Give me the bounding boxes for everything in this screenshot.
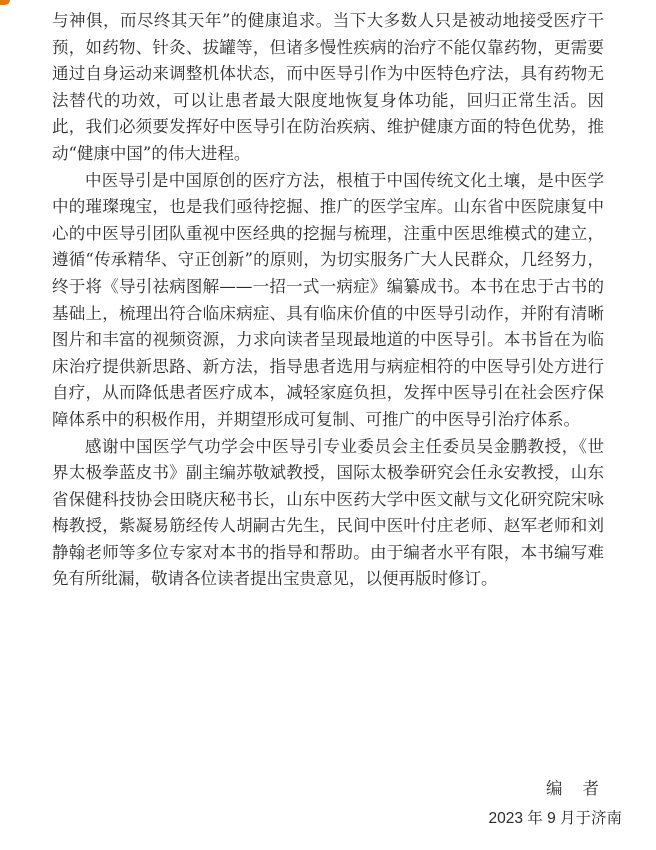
- signature-block: [456, 774, 656, 834]
- paragraph-acknowledgements: 感谢中国医学气功学会中医导引专业委员会主任委员吴金鹏教授，《世界太极拳蓝皮书》副主编苏敬斌教授，国际太极拳研究会任永安教授，山东省保健科技协会田晓庆秘书长，山东中医药大学中医文献与文化研究院宋咏梅教授，紫凝易筋经传人胡嗣古先生，民间中医叶付庄老师、赵军老师和刘静翰老师等多位专家对本书的指导和帮助。由于编者水平有限，本书编写难免有所纰漏，敬请各位读者提出宝贵意见，以便再版时修订。: [52, 436, 604, 589]
- paragraph-continuation: 与神俱，而尽终其天年”的健康追求。当下大多数人只是被动地接受医疗干预，如药物、针灸、拔罐等，但诸多慢性疾病的治疗不能仅靠药物，更需要通过自身运动来调整机体状态，而中医导引作为中医特色疗法，具有药物无法替代的功效，可以让患者最大限度地恢复身体功能，回归正常生活。因此，我们必须要发挥好中医导引在防治疾病、维护健康方面的特色优势，推动“健康中国”的伟大进程。: [52, 11, 604, 163]
- paragraph-introduction: 中医导引是中国原创的医疗方法，根植于中国传统文化土壤，是中医学中的璀璨瑰宝，也是我们亟待挖掘、推广的医学宝库。山东省中医院康复中心的中医导引团队重视中医经典的挖掘与梳理，注重中医思维模式的建立，遵循“传承精华、守正创新”的原则，为切实服务广大人民群众，几经努力，终于将《导引祛病图解——一招一式一病症》编纂成书。本书在忠于古书的基础上，梳理出符合临床病症、具有临床价值的中医导引动作，并附有清晰图片和丰富的视频资源，力求向读者呈现最地道的中医导引。本书旨在为临床治疗提供新思路、新方法，指导患者选用与病症相符的中医导引处方进行自疗，从而降低患者医疗成本，减轻家庭负担，发挥中医导引在社会医疗保障体系中的积极作用，并期望形成可复制、可推广的中医导引治疗体系。: [52, 170, 604, 429]
- corner-accent-mark: [0, 0, 10, 5]
- signature-date: 2023 年 9 月于济南: [488, 810, 622, 827]
- editor-signature: 编者: [546, 779, 619, 798]
- preface-page: [52, 8, 604, 593]
